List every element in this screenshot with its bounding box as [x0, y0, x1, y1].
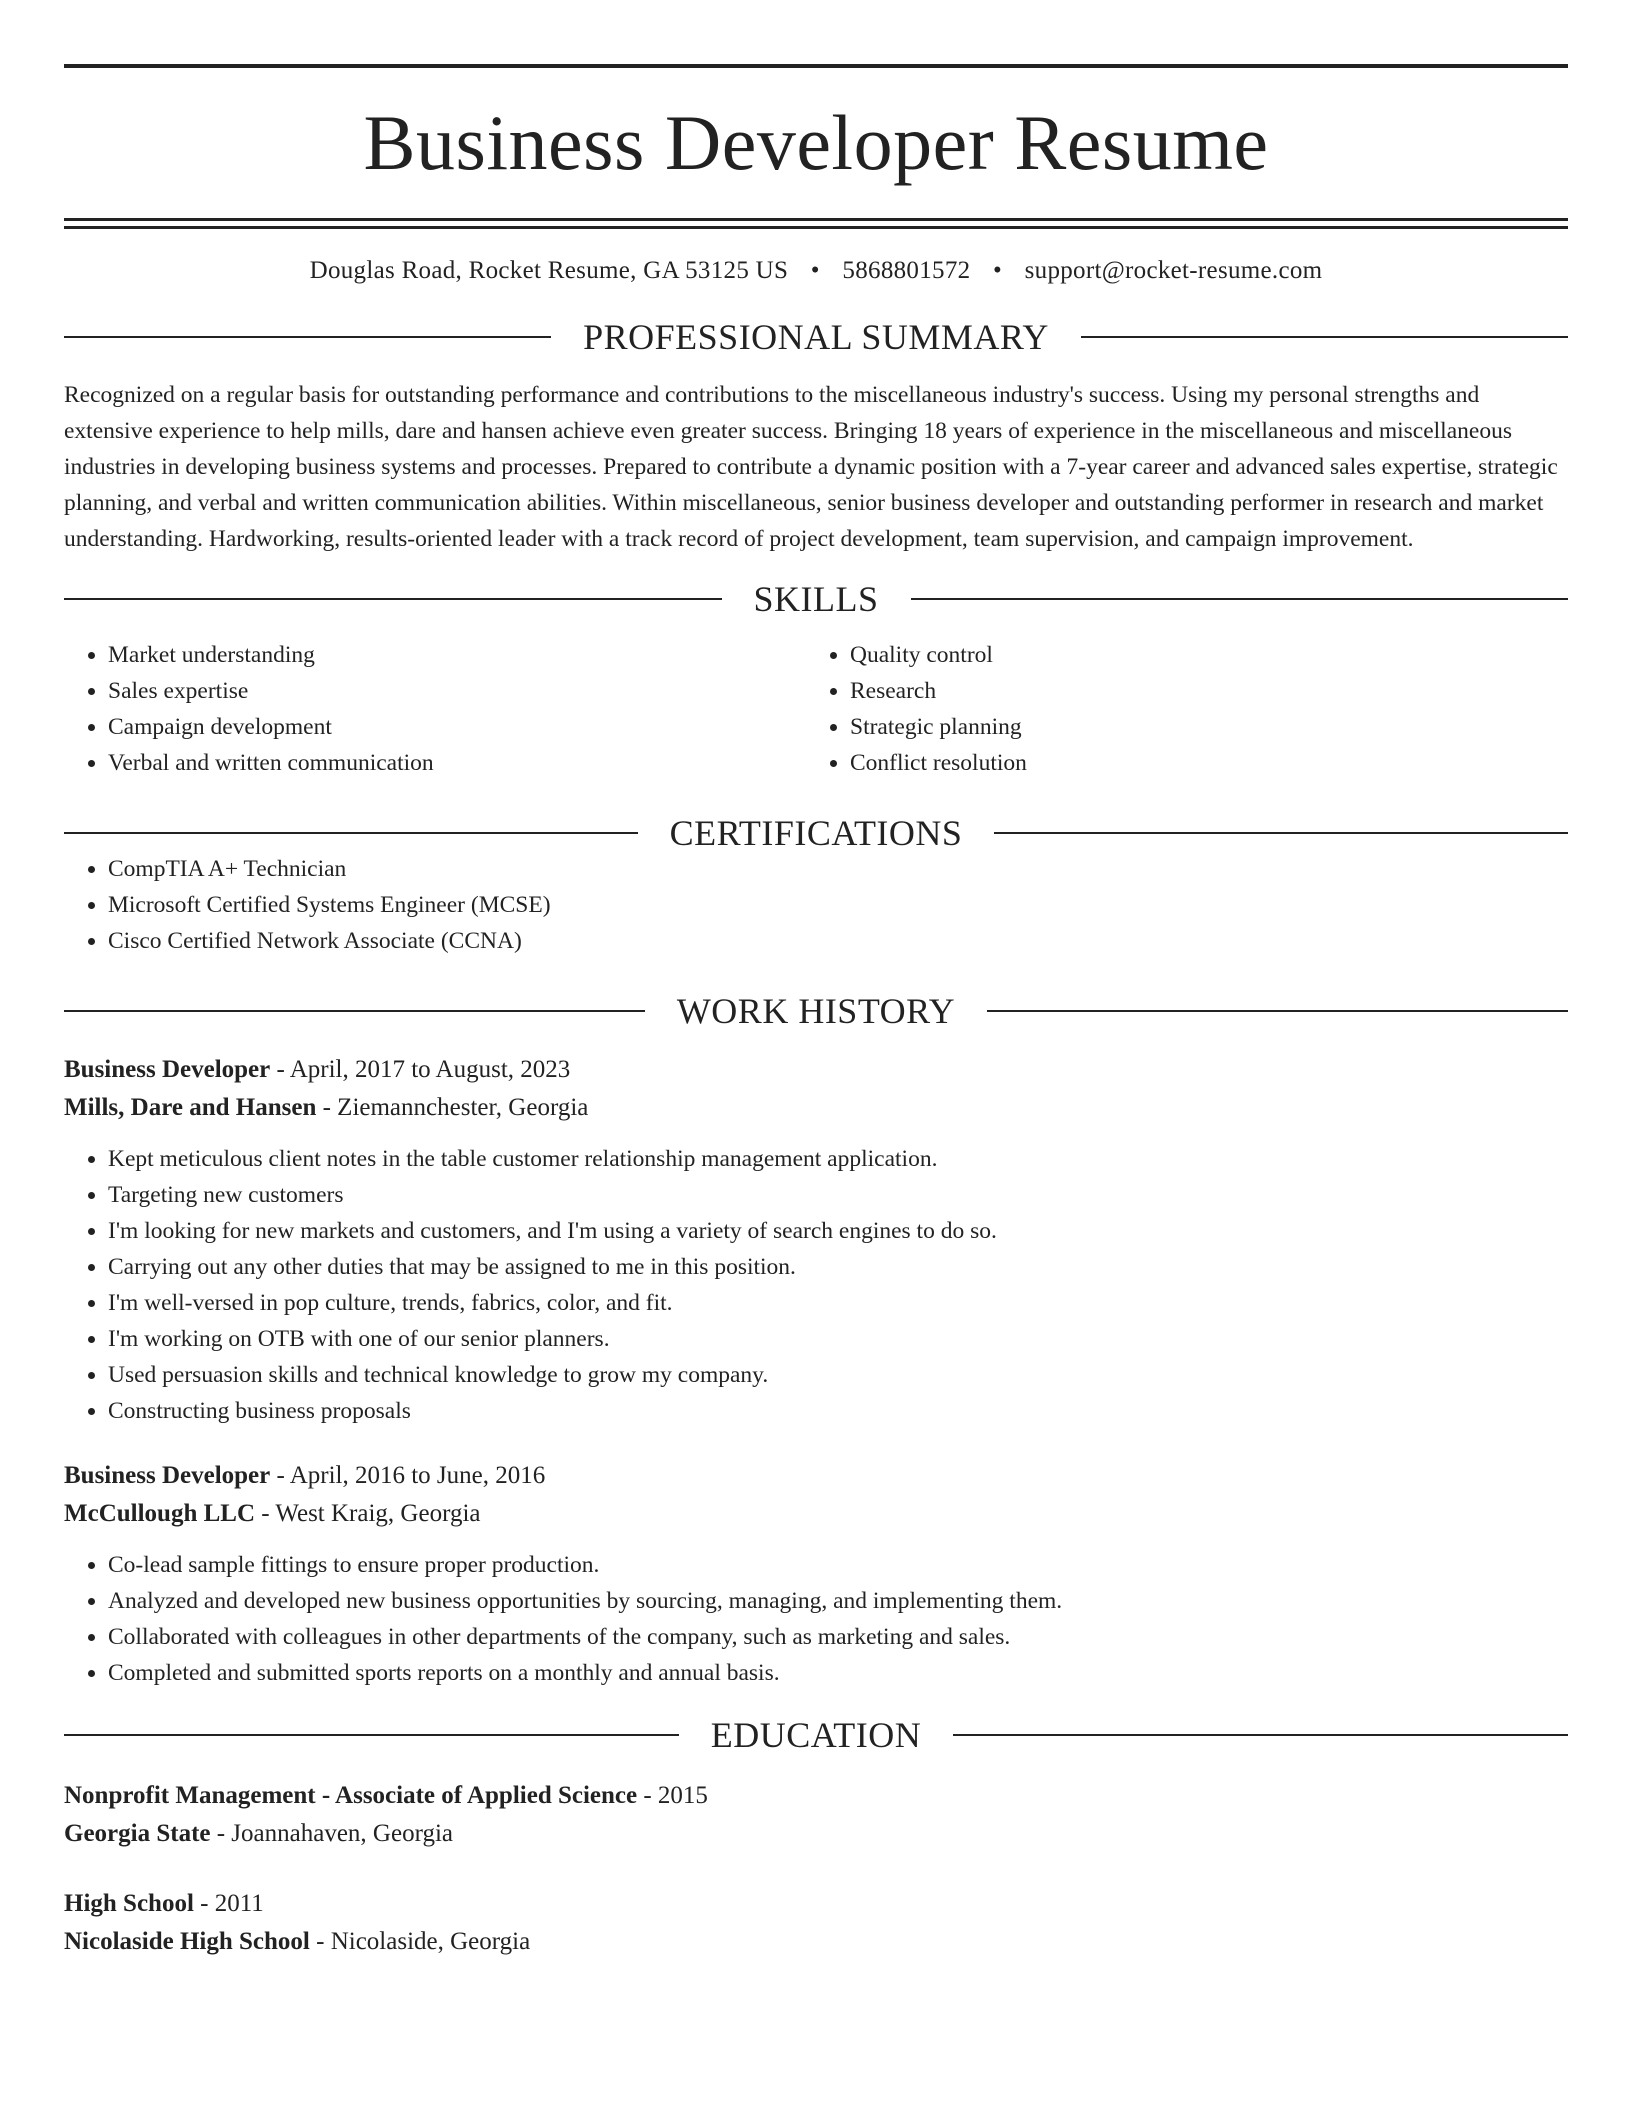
section-header-certifications — [64, 812, 1568, 853]
job-dates: - April, 2017 to August, 2023 — [270, 1055, 571, 1083]
education-degree: High School — [64, 1889, 194, 1917]
education-school-line — [64, 1815, 1568, 1853]
job-duty: • Kept meticulous client notes in the table customer relationship management application. — [108, 1141, 1568, 1177]
job-entry — [64, 1457, 1568, 1691]
skill-item: • Research — [850, 673, 1548, 709]
contact-email: support@rocket-resume.com — [1024, 257, 1323, 284]
certification-item: • Cisco Certified Network Associate (CCNA) — [108, 923, 1568, 959]
resume-page — [64, 64, 1568, 1961]
header-rule-left — [64, 598, 722, 600]
job-duty: • Targeting new customers — [108, 1177, 1568, 1213]
job-location: - West Kraig, Georgia — [255, 1499, 481, 1527]
section-header-skills — [64, 578, 1568, 619]
contact-phone: 5868801572 — [842, 257, 971, 284]
skill-item: • Verbal and written communication — [108, 745, 806, 781]
skill-item: • Sales expertise — [108, 673, 806, 709]
certification-list — [64, 851, 1568, 959]
job-duty: • Collaborated with colleagues in other departments of the company, such as marketing and sales. — [108, 1619, 1568, 1655]
job-duties-list — [64, 1141, 1568, 1429]
job-company-line — [64, 1089, 1568, 1127]
skill-item: • Conflict resolution — [850, 745, 1548, 781]
job-title-line — [64, 1051, 1568, 1089]
skill-item: • Campaign development — [108, 709, 806, 745]
job-duty: • Carrying out any other duties that may be assigned to me in this position. — [108, 1249, 1568, 1285]
resume-title: Business Developer Resume — [363, 99, 1269, 186]
summary-text: Recognized on a regular basis for outstanding performance and contributions to the miscellaneous industry's success. Using my personal strengths and extensive experience to help mills, dare and hansen achieve even greater success. Bringing 18 years of experience in the miscellaneous and miscellaneous industries in developing business systems and processes. Prepared to contribute a dynamic position with a 7-year career and advanced sales expertise, strategic planning, and verbal and written communication abilities. Within miscellaneous, senior business developer and outstanding performer in research and market understanding. Hardworking, results-oriented leader with a track record of project development, team supervision, and campaign improvement. — [64, 382, 1558, 552]
skills-grid — [64, 637, 1568, 781]
title-double-rule — [64, 218, 1568, 229]
job-duty: • Constructing business proposals — [108, 1393, 1568, 1429]
skills-column-left — [64, 637, 806, 781]
header-rule-left — [64, 336, 551, 338]
section-header-work — [64, 990, 1568, 1031]
certification-item: • Microsoft Certified Systems Engineer (MCSE) — [108, 887, 1568, 923]
job-duty: • I'm working on OTB with one of our senior planners. — [108, 1321, 1568, 1357]
education-school-line — [64, 1923, 1568, 1961]
education-degree-line — [64, 1885, 1568, 1923]
header-rule-right — [987, 1010, 1568, 1012]
job-company: Mills, Dare and Hansen — [64, 1093, 317, 1121]
education-location: - Joannahaven, Georgia — [210, 1819, 453, 1847]
job-duty: • I'm looking for new markets and customers, and I'm using a variety of search engines to do so. — [108, 1213, 1568, 1249]
education-degree-line — [64, 1777, 1568, 1815]
job-dates: - April, 2016 to June, 2016 — [270, 1461, 546, 1489]
contact-address: Douglas Road, Rocket Resume, GA 53125 US — [309, 257, 789, 284]
job-duty: • Co-lead sample fittings to ensure proper production. — [108, 1547, 1568, 1583]
certification-item: • CompTIA A+ Technician — [108, 851, 1568, 887]
job-duty: • I'm well-versed in pop culture, trends, fabrics, color, and fit. — [108, 1285, 1568, 1321]
education-year: - 2015 — [637, 1781, 708, 1809]
section-title-summary: PROFESSIONAL SUMMARY — [583, 317, 1049, 357]
job-location: - Ziemannchester, Georgia — [316, 1093, 589, 1121]
header-rule-left — [64, 1734, 679, 1736]
job-duty: • Analyzed and developed new business opportunities by sourcing, managing, and implementing them. — [108, 1583, 1568, 1619]
job-title: Business Developer — [64, 1461, 271, 1489]
skill-item: • Quality control — [850, 637, 1548, 673]
skill-item: • Strategic planning — [850, 709, 1548, 745]
section-header-summary — [64, 319, 1568, 355]
section-title-education: EDUCATION — [710, 1714, 922, 1755]
contact-separator: • — [992, 257, 1003, 284]
header-rule-right — [994, 832, 1568, 834]
section-header-education — [64, 1714, 1568, 1755]
education-school: Nicolaside High School — [64, 1927, 310, 1955]
education-school: Georgia State — [64, 1819, 211, 1847]
job-title-line — [64, 1457, 1568, 1495]
section-title-work: WORK HISTORY — [676, 990, 956, 1031]
header-rule-right — [911, 598, 1569, 600]
job-duty: • Used persuasion skills and technical knowledge to grow my company. — [108, 1357, 1568, 1393]
education-location: - Nicolaside, Georgia — [309, 1927, 531, 1955]
header-rule-right — [1081, 336, 1568, 338]
job-duties-list — [64, 1547, 1568, 1691]
section-title-skills: SKILLS — [753, 578, 879, 619]
education-year: - 2011 — [193, 1889, 264, 1917]
section-title-certifications: CERTIFICATIONS — [669, 812, 963, 853]
job-entry — [64, 1051, 1568, 1429]
job-title: Business Developer — [64, 1055, 271, 1083]
job-duty: • Completed and submitted sports reports on a monthly and annual basis. — [108, 1655, 1568, 1691]
education-degree: Nonprofit Management - Associate of Applied Science — [64, 1781, 638, 1809]
top-rule — [64, 64, 1568, 68]
header-rule-left — [64, 832, 638, 834]
job-company: McCullough LLC — [64, 1499, 256, 1527]
contact-line — [64, 257, 1568, 285]
education-entry — [64, 1777, 1568, 1853]
header-rule-right — [953, 1734, 1568, 1736]
job-company-line — [64, 1495, 1568, 1533]
skills-column-right — [806, 637, 1548, 781]
skill-item: • Market understanding — [108, 637, 806, 673]
contact-separator: • — [810, 257, 820, 284]
education-entry — [64, 1885, 1568, 1961]
header-rule-left — [64, 1010, 645, 1012]
